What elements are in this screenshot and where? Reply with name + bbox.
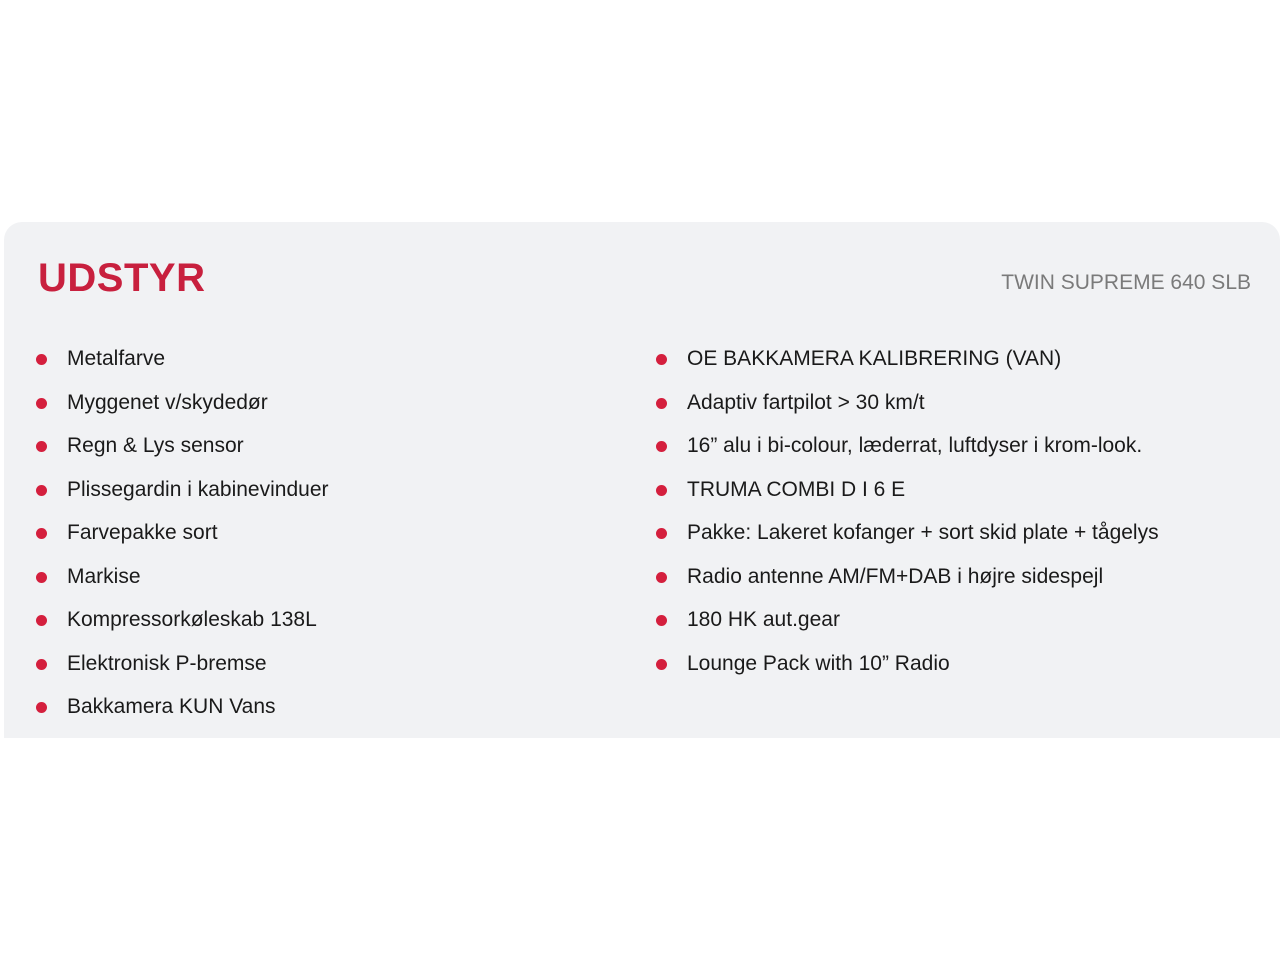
list-item-label: Plissegardin i kabinevinduer [67, 477, 329, 501]
list-item [36, 562, 626, 606]
list-item-label: Metalfarve [67, 347, 166, 370]
list-item-label: Farvepakke sort [67, 521, 218, 544]
list-item [656, 562, 1256, 606]
bullet-dot-icon [36, 702, 47, 713]
list-item [656, 475, 1256, 519]
equipment-panel [4, 222, 1280, 738]
page-title: UDSTYR [38, 256, 206, 300]
list-item-label: Adaptiv fartpilot > 30 km/t [687, 390, 925, 414]
list-item-label: Kompressorkøleskab 138L [67, 608, 317, 631]
list-item-label: 180 HK aut.gear [687, 608, 840, 631]
bullet-dot-icon [656, 441, 667, 452]
list-item-label: Lounge Pack with 10” Radio [687, 651, 950, 675]
bullet-dot-icon [656, 659, 667, 670]
bullet-dot-icon [656, 528, 667, 539]
bullet-dot-icon [656, 485, 667, 496]
list-item-label: Radio antenne AM/FM+DAB i højre sidespejl [687, 564, 1104, 588]
list-item [656, 344, 1256, 388]
list-item [656, 518, 1256, 562]
model-name: TWIN SUPREME 640 SLB [1001, 271, 1251, 294]
bullet-dot-icon [36, 572, 47, 583]
list-item [36, 518, 626, 562]
bullet-dot-icon [656, 615, 667, 626]
bullet-dot-icon [36, 528, 47, 539]
bullet-dot-icon [36, 398, 47, 409]
equipment-list-left [36, 344, 626, 736]
list-item [36, 431, 626, 475]
bullet-dot-icon [36, 354, 47, 365]
equipment-list-right [656, 344, 1256, 692]
bullet-dot-icon [36, 441, 47, 452]
list-item-label: Pakke: Lakeret kofanger + sort skid plate + tågelys [687, 521, 1159, 544]
list-item [656, 605, 1256, 649]
list-item [36, 605, 626, 649]
list-item [656, 649, 1256, 693]
list-item-label: OE BAKKAMERA KALIBRERING (VAN) [687, 347, 1062, 370]
bullet-dot-icon [36, 485, 47, 496]
list-item-label: 16” alu i bi-colour, læderrat, luftdyser i krom-look. [687, 434, 1143, 457]
list-item-label: Elektronisk P-bremse [67, 651, 267, 675]
list-item [36, 692, 626, 736]
list-item [656, 431, 1256, 475]
list-item-label: TRUMA COMBI D I 6 E [687, 477, 906, 501]
list-item [36, 649, 626, 693]
list-item-label: Regn & Lys sensor [67, 434, 244, 457]
list-item-label: Bakkamera KUN Vans [67, 695, 276, 718]
list-item-label: Myggenet v/skydedør [67, 390, 268, 414]
bullet-dot-icon [36, 659, 47, 670]
list-item [656, 388, 1256, 432]
list-item [36, 475, 626, 519]
list-item [36, 388, 626, 432]
bullet-dot-icon [656, 398, 667, 409]
list-item [36, 344, 626, 388]
bullet-dot-icon [36, 615, 47, 626]
list-item-label: Markise [67, 564, 141, 588]
bullet-dot-icon [656, 572, 667, 583]
bullet-dot-icon [656, 354, 667, 365]
